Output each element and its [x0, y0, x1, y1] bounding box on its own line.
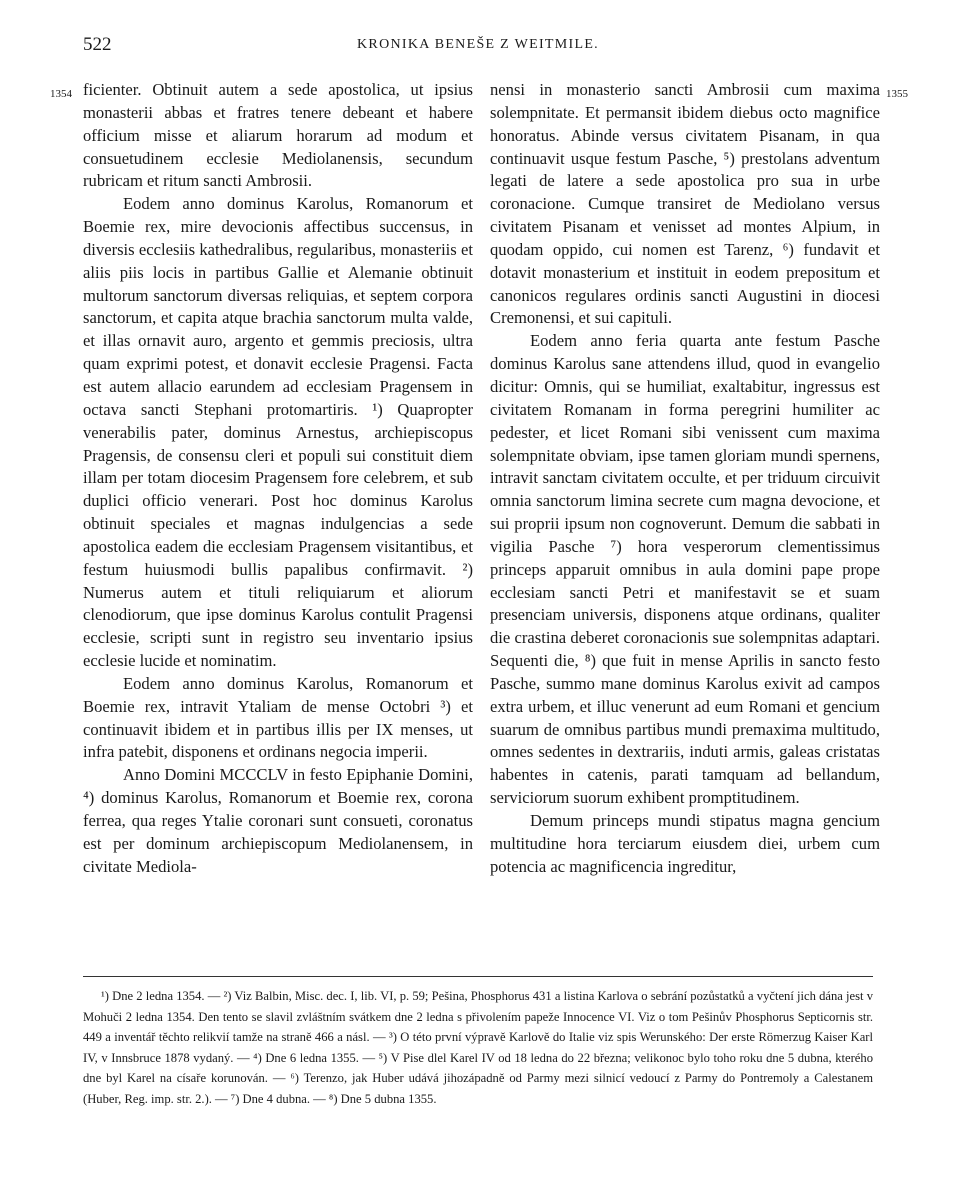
paragraph: Eodem anno dominus Karolus, Romanorum et Boemie rex, mire devocionis affectibus succensus, in diversis ecclesiis kathedralibus, regularibus, monasteriis et aliis piis locis in partibus Gallie et Alemanie obtinuit multorum sanctorum diversas reliquias, et septem corpora sanctorum, et capita atque brachia sanctorum multa valde, et illas ornavit auro, argento et gemmis preciosis, ultra quam exprimi potest, et donavit ecclesie Pragensi. Facta est autem allacio earundem ad ecclesiam Pragensem in octava sancti Stephani protomartiris. ¹) Quapropter venerabilis pater, dominus Arnestus, archiepiscopus Pragensis, de consensu cleri et populi sui constituit diem illam per totam diocesim Pragensem fore celebrem, et sub duplici officio venerari. Post hoc dominus Karolus obtinuit speciales et magnas indulgencias a sede apostolica eadem die ecclesiam Pragensem visitantibus, et festum huiusmodi bullis papalibus confirmavit. ²) Numerus autem et tituli reliquiarum et aliorum clenodiorum, que ipse dominus Karolus contulit Pragensi ecclesie, scripti sunt in registro seu inventario ipsius ecclesie lucide et nominatim. [83, 194, 473, 671]
paragraph: Anno Domini MCCCLV in festo Epiphanie Domini, ⁴) dominus Karolus, Romanorum et Boemie rex, corona ferrea, qua reges Ytalie coronari sunt consueti, coronatus est per dominum archiepiscopum Mediolanensem, in civitate Mediola- [83, 765, 473, 876]
paragraph: nensi in monasterio sancti Ambrosii cum maxima solempnitate. Et permansit ibidem diebus octo magnifice honoratus. Abinde versus civitatem Pisanam, in qua continuavit usque festum Pasche, ⁵) prestolans adventum legati de latere a sede apostolica pro sua in urbe coronacione. Cumque transiret de Mediolano versus civitatem Pisanam et venisset ad montes Alpium, in quodam oppido, cui nomen est Tarenz, ⁶) fundavit et dotavit monasterium et instituit in eodem prepositum et canonicos regulares ordinis sancti Augustini in diocesi Cremonensi, et sui capituli. [490, 80, 880, 328]
paragraph: Eodem anno feria quarta ante festum Pasche dominus Karolus sane attendens illud, quod in evangelio dicitur: Omnis, qui se humiliat, exaltabitur, ingressus est civitatem Romanam in forma peregrini humiliter ac pedester, et licet Romani sibi venissent cum maxima solempnitate obviam, ipse tamen gloriam mundi spernens, intravit sanctam civitatem occulte, et per triduum circuivit omnia sanctorum limina secrete cum magna devocione, et sui proprii ipsum non cognoverunt. Demum die sabbati in vigilia Pasche ⁷) hora vesperorum clementissimus princeps apparuit omnibus in aula domini pape prope ecclesiam sancti Petri et manifestavit se et suam presenciam universis, disponens atque ordinans, qualiter die crastina deberet coronacionis sue solempnitas adaptari. Sequenti die, ⁸) que fuit in mense Aprilis in sancto festo Pasche, summo mane dominus Karolus exivit ad campos extra urbem, et illuc venerunt ad eum Romani et gencium suarum de omnibus partibus mundi premaxima multitudo, omnes sedentes in dextrariis, induti armis, galeas cristatas habentes in catenis, parati tamquam ad bellandum, serviciorum suorum exhibent promptitudinem. [490, 331, 880, 808]
right-column [490, 79, 880, 879]
page-number: 522 [83, 34, 112, 55]
margin-year-left: 1354 [50, 88, 72, 100]
page-header [83, 34, 873, 58]
left-column [83, 79, 473, 879]
paragraph: ficienter. Obtinuit autem a sede apostolica, ut ipsius monasterii abbas et fratres tenere debeant et habere officium misse et aliarum horarum ad modum et consuetudinem ecclesie Mediolanensis, secundum rubricam et ritum sancti Ambrosii. [83, 80, 473, 191]
running-title: KRONIKA BENEŠE Z WEITMILE. [357, 37, 599, 52]
paragraph: Eodem anno dominus Karolus, Romanorum et Boemie rex, intravit Ytaliam de mense Octobri ³) et continuavit ibidem et in partibus illis per IX menses, ut infra patebit, disponens et ordinans negocia imperii. [83, 673, 473, 762]
footnote-text: ¹) Dne 2 ledna 1354. — ²) Viz Balbin, Misc. dec. I, lib. VI, p. 59; Pešina, Phosphorus 431 a listina Karlova o sebrání pozůstatků a vyčtení jich dána jest v Mohuči 2 ledna 1354. Den tento se slavil zvláštním svátkem dne 2 ledna s přivolením papeže Innocence VI. Viz o tom Pešinův Phosphorus Septicornis str. 449 a inventář těchto relikvií tamže na straně 466 a násl. — ³) O této první výpravě Karlově do Italie viz spis Werunského: Der erste Römerzug Kaiser Karl IV, v Innsbruce 1878 vydaný. — ⁴) Dne 6 ledna 1355. — ⁵) V Pise dlel Karel IV od 18 ledna do 22 března; velikonoc bylo toho roku dne 5 dubna, kterého dne byl Karel na císaře korunován. — ⁶) Terenzo, jak Huber udává jihozápadně od Parmy mezi silnicí vedoucí z Parmy do Pontremoly a Calestanem (Huber, Reg. imp. str. 2.). — ⁷) Dne 4 dubna. — ⁸) Dne 5 dubna 1355. [83, 989, 873, 1106]
footnote-divider [83, 976, 873, 977]
footnotes [83, 986, 873, 1110]
paragraph: Demum princeps mundi stipatus magna gencium multitudine hora terciarum eiusdem diei, urbem cum potencia ac magnificencia ingreditur, [490, 811, 880, 876]
margin-year-right: 1355 [886, 88, 908, 100]
